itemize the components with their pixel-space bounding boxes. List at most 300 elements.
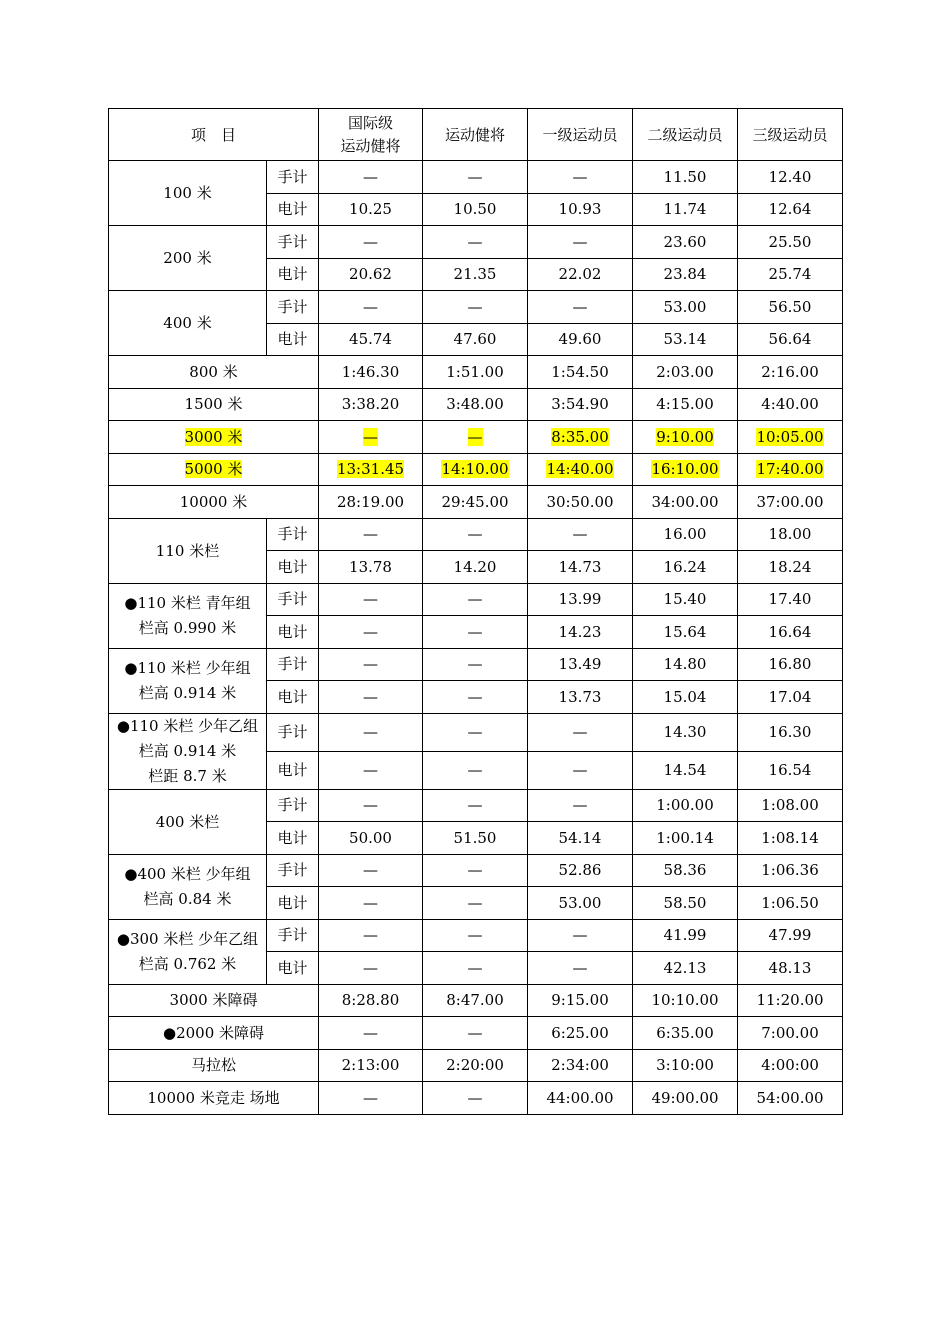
value-text: — — [363, 232, 379, 251]
value-cell — [633, 1017, 738, 1050]
value-text: — — [363, 622, 379, 641]
event-name: 10000 米竞走 场地 — [147, 1088, 280, 1107]
event-name-cell — [109, 356, 319, 389]
value-text: — — [363, 958, 379, 977]
value-cell — [738, 751, 843, 789]
value-text: 53.14 — [663, 330, 707, 349]
value-text: — — [467, 622, 483, 641]
value-cell — [528, 854, 633, 887]
table-row — [109, 356, 843, 389]
value-cell — [528, 551, 633, 584]
value-cell — [423, 258, 528, 291]
value-cell — [633, 681, 738, 714]
value-text: 2:13:00 — [341, 1056, 400, 1075]
value-cell — [423, 1049, 528, 1082]
value-cell — [319, 887, 423, 920]
value-cell — [423, 486, 528, 519]
event-name-cell — [109, 789, 267, 854]
value-cell — [528, 616, 633, 649]
value-cell — [319, 161, 423, 194]
value-cell — [319, 453, 423, 486]
table-row — [109, 789, 843, 822]
value-cell — [423, 854, 528, 887]
level-header-line: 运动健将 — [340, 136, 401, 155]
value-cell — [528, 984, 633, 1017]
event-name: 3000 米障碍 — [169, 991, 258, 1010]
value-text: 4:00:00 — [761, 1056, 819, 1075]
value-text: 10:05.00 — [756, 427, 824, 446]
value-cell — [528, 518, 633, 551]
timing-electronic-label: 电计 — [267, 616, 319, 649]
level-header-line: 国际级 — [348, 113, 394, 132]
value-cell — [528, 1049, 633, 1082]
value-text: 16.54 — [768, 761, 812, 779]
value-cell — [423, 421, 528, 454]
value-text: 58.36 — [663, 861, 707, 880]
value-cell — [633, 854, 738, 887]
timing-hand-label: 手计 — [267, 161, 319, 194]
value-cell — [738, 919, 843, 952]
value-text: 1:06.50 — [761, 893, 819, 912]
value-text: — — [467, 861, 483, 880]
value-text: 3:48.00 — [446, 395, 504, 414]
table-row — [109, 648, 843, 681]
value-text: 10.93 — [558, 200, 602, 219]
value-text: 15.04 — [663, 687, 707, 706]
value-cell — [738, 486, 843, 519]
value-text: 11.50 — [663, 167, 707, 186]
value-cell — [738, 854, 843, 887]
value-cell — [738, 518, 843, 551]
timing-hand-label: 手计 — [267, 583, 319, 616]
value-text: 1:08.00 — [761, 796, 819, 815]
event-name-line: 栏高 0.762 米 — [138, 954, 237, 973]
value-cell — [423, 551, 528, 584]
value-text: 14.80 — [663, 655, 707, 674]
value-cell — [738, 1082, 843, 1115]
value-cell — [633, 161, 738, 194]
event-name-cell — [109, 1049, 319, 1082]
value-text: 10.50 — [453, 200, 497, 219]
event-name-cell — [109, 161, 267, 226]
value-cell — [528, 161, 633, 194]
value-text: — — [363, 796, 379, 815]
value-text: 22.02 — [558, 265, 602, 284]
value-text: 6:35.00 — [656, 1023, 714, 1042]
value-cell — [423, 453, 528, 486]
value-text: 13.99 — [558, 590, 602, 609]
value-text: 16.64 — [768, 622, 812, 641]
timing-hand-label: 手计 — [267, 713, 319, 751]
value-cell — [423, 713, 528, 751]
value-text: — — [467, 167, 483, 186]
value-text: 10.25 — [349, 200, 392, 219]
value-cell — [528, 583, 633, 616]
value-text: 50.00 — [349, 828, 392, 847]
level-header-master: 运动健将 — [423, 109, 528, 161]
value-text: 54:00.00 — [756, 1088, 824, 1107]
timing-hand-label: 手计 — [267, 518, 319, 551]
value-text: 7:00.00 — [761, 1023, 819, 1042]
timing-hand-label: 手计 — [267, 919, 319, 952]
value-cell — [738, 193, 843, 226]
value-cell — [423, 616, 528, 649]
value-cell — [423, 952, 528, 985]
header-row — [109, 109, 843, 161]
value-text: — — [467, 655, 483, 674]
value-text: 29:45.00 — [441, 492, 509, 511]
value-cell — [738, 551, 843, 584]
event-name-cell — [109, 518, 267, 583]
value-cell — [423, 887, 528, 920]
value-cell — [319, 713, 423, 751]
table-row — [109, 1049, 843, 1082]
event-name-cell — [109, 713, 267, 789]
value-cell — [528, 226, 633, 259]
value-cell — [319, 388, 423, 421]
value-text: 11:20.00 — [756, 991, 824, 1010]
value-cell — [528, 713, 633, 751]
table-row — [109, 518, 843, 551]
value-text: — — [363, 761, 379, 779]
timing-electronic-label: 电计 — [267, 681, 319, 714]
value-cell — [633, 984, 738, 1017]
value-cell — [528, 751, 633, 789]
value-text: 17.04 — [768, 687, 812, 706]
value-text: — — [363, 655, 379, 674]
value-cell — [738, 583, 843, 616]
value-cell — [528, 1017, 633, 1050]
value-cell — [319, 751, 423, 789]
value-text: 4:40.00 — [761, 395, 819, 414]
table-row — [109, 421, 843, 454]
value-cell — [528, 789, 633, 822]
timing-electronic-label: 电计 — [267, 551, 319, 584]
value-cell — [633, 388, 738, 421]
value-cell — [528, 291, 633, 324]
event-name-line: ●400 米栏 少年组 — [124, 864, 251, 883]
value-cell — [633, 1049, 738, 1082]
value-text: 52.86 — [558, 861, 602, 880]
value-cell — [633, 226, 738, 259]
value-cell — [319, 583, 423, 616]
value-cell — [319, 356, 423, 389]
value-text: — — [467, 427, 483, 446]
value-text: 49.60 — [558, 330, 602, 349]
value-text: 18.24 — [768, 557, 812, 576]
value-cell — [633, 551, 738, 584]
value-cell — [423, 648, 528, 681]
event-name: 1500 米 — [184, 395, 243, 414]
value-cell — [633, 583, 738, 616]
value-cell — [633, 421, 738, 454]
value-cell — [738, 388, 843, 421]
event-name-cell — [109, 388, 319, 421]
value-text: — — [363, 687, 379, 706]
value-cell — [319, 1017, 423, 1050]
value-text: 47.60 — [453, 330, 497, 349]
value-text: 56.50 — [768, 297, 812, 316]
value-cell — [528, 681, 633, 714]
value-cell — [319, 291, 423, 324]
value-text: — — [572, 723, 588, 741]
value-cell — [738, 323, 843, 356]
event-name: 10000 米 — [179, 492, 248, 511]
value-text: 8:47.00 — [446, 991, 504, 1010]
table-row — [109, 984, 843, 1017]
value-text: — — [572, 761, 588, 779]
value-text: — — [467, 761, 483, 779]
value-text: 45.74 — [349, 330, 392, 349]
value-cell — [528, 648, 633, 681]
value-cell — [528, 421, 633, 454]
value-cell — [633, 518, 738, 551]
value-cell — [319, 323, 423, 356]
value-text: 14.30 — [663, 723, 707, 741]
value-cell — [738, 648, 843, 681]
value-text: 16.00 — [663, 525, 707, 544]
value-text: 1:51.00 — [446, 362, 504, 381]
value-text: 3:10:00 — [656, 1056, 714, 1075]
value-cell — [528, 919, 633, 952]
value-cell — [633, 822, 738, 855]
event-name-cell — [109, 919, 267, 984]
value-cell — [319, 551, 423, 584]
event-name-cell — [109, 984, 319, 1017]
event-name-cell — [109, 1082, 319, 1115]
value-text: 13.49 — [558, 655, 602, 674]
value-text: 30:50.00 — [546, 492, 614, 511]
value-text: 9:15.00 — [551, 991, 609, 1010]
level-header-international — [319, 109, 423, 161]
value-text: 17:40.00 — [756, 460, 824, 479]
value-cell — [528, 486, 633, 519]
value-text: — — [572, 167, 588, 186]
value-text: 12.40 — [768, 167, 812, 186]
event-name: 5000 米 — [184, 460, 243, 479]
value-text: — — [467, 796, 483, 815]
value-text: — — [363, 525, 379, 544]
event-name-cell — [109, 453, 319, 486]
value-text: — — [363, 297, 379, 316]
value-cell — [423, 161, 528, 194]
event-name: 110 米栏 — [155, 541, 220, 560]
value-text: — — [467, 590, 483, 609]
value-text: 1:00.14 — [656, 828, 714, 847]
value-text: 42.13 — [663, 958, 707, 977]
value-cell — [738, 258, 843, 291]
value-cell — [528, 887, 633, 920]
value-cell — [423, 1082, 528, 1115]
value-cell — [319, 952, 423, 985]
value-text: 53.00 — [663, 297, 707, 316]
value-text: 3:38.20 — [341, 395, 400, 414]
timing-electronic-label: 电计 — [267, 952, 319, 985]
timing-hand-label: 手计 — [267, 226, 319, 259]
value-text: — — [363, 861, 379, 880]
value-text: 49:00.00 — [651, 1088, 719, 1107]
value-text: 14:40.00 — [546, 460, 614, 479]
value-cell — [738, 291, 843, 324]
value-text: 17.40 — [768, 590, 812, 609]
value-cell — [423, 226, 528, 259]
value-cell — [423, 789, 528, 822]
value-cell — [633, 291, 738, 324]
value-cell — [528, 822, 633, 855]
value-text: 1:00.00 — [656, 796, 714, 815]
timing-hand-label: 手计 — [267, 648, 319, 681]
value-text: — — [467, 723, 483, 741]
value-cell — [633, 356, 738, 389]
value-text: 9:10.00 — [656, 427, 714, 446]
value-text: — — [363, 893, 379, 912]
value-cell — [633, 887, 738, 920]
event-name: 3000 米 — [184, 427, 243, 446]
value-cell — [738, 1017, 843, 1050]
value-text: 2:16.00 — [761, 362, 819, 381]
value-text: — — [467, 926, 483, 945]
value-text: — — [363, 1023, 379, 1042]
value-text: 20.62 — [349, 265, 392, 284]
value-cell — [738, 161, 843, 194]
timing-electronic-label: 电计 — [267, 822, 319, 855]
value-text: 11.74 — [663, 200, 707, 219]
value-cell — [738, 681, 843, 714]
value-cell — [633, 789, 738, 822]
value-text: 15.40 — [663, 590, 707, 609]
value-text: — — [467, 958, 483, 977]
value-text: 8:28.80 — [341, 991, 400, 1010]
value-text: — — [572, 525, 588, 544]
value-text: — — [467, 232, 483, 251]
table-body — [109, 109, 843, 1115]
event-name-line: 栏高 0.914 米 — [138, 683, 237, 702]
value-text: 44:00.00 — [546, 1088, 614, 1107]
value-text: — — [363, 427, 379, 446]
value-cell — [738, 226, 843, 259]
value-text: 51.50 — [453, 828, 497, 847]
value-text: 16.24 — [663, 557, 707, 576]
value-text: 15.64 — [663, 622, 707, 641]
value-text: 1:54.50 — [551, 362, 609, 381]
value-text: 25.74 — [768, 265, 812, 284]
table-row — [109, 226, 843, 259]
value-text: — — [363, 926, 379, 945]
value-cell — [423, 388, 528, 421]
value-cell — [528, 1082, 633, 1115]
value-text: — — [572, 297, 588, 316]
value-text: 23.60 — [663, 232, 707, 251]
timing-electronic-label: 电计 — [267, 193, 319, 226]
event-name-cell — [109, 583, 267, 648]
value-cell — [319, 789, 423, 822]
value-cell — [633, 323, 738, 356]
value-cell — [423, 583, 528, 616]
value-cell — [633, 919, 738, 952]
value-cell — [633, 453, 738, 486]
athletics-standards-table — [108, 108, 843, 1115]
timing-hand-label: 手计 — [267, 854, 319, 887]
value-text: 1:08.14 — [761, 828, 819, 847]
value-cell — [423, 822, 528, 855]
table-row — [109, 1082, 843, 1115]
value-cell — [528, 258, 633, 291]
timing-electronic-label: 电计 — [267, 258, 319, 291]
value-cell — [528, 323, 633, 356]
value-cell — [633, 751, 738, 789]
value-cell — [738, 887, 843, 920]
value-text: 14.20 — [453, 557, 497, 576]
event-name-line: 栏高 0.914 米 — [138, 741, 237, 760]
value-text: 16:10.00 — [651, 460, 719, 479]
event-name-cell — [109, 226, 267, 291]
value-cell — [528, 388, 633, 421]
event-name: 400 米 — [163, 314, 212, 332]
value-text: 8:35.00 — [551, 427, 609, 446]
value-text: 1:46.30 — [341, 362, 400, 381]
table-row — [109, 486, 843, 519]
value-cell — [528, 356, 633, 389]
value-cell — [528, 453, 633, 486]
timing-electronic-label: 电计 — [267, 751, 319, 789]
value-cell — [319, 616, 423, 649]
event-name: ●2000 米障碍 — [162, 1023, 265, 1042]
timing-hand-label: 手计 — [267, 789, 319, 822]
table-row — [109, 713, 843, 751]
value-cell — [738, 789, 843, 822]
value-cell — [738, 822, 843, 855]
event-name: 400 米栏 — [155, 812, 220, 831]
value-text: 13.73 — [558, 687, 602, 706]
table-row — [109, 583, 843, 616]
value-cell — [528, 193, 633, 226]
value-text: 10:10.00 — [651, 991, 719, 1010]
value-cell — [423, 751, 528, 789]
event-name: 马拉松 — [191, 1056, 237, 1075]
value-text: 48.13 — [768, 958, 812, 977]
event-name-line: 栏高 0.84 米 — [143, 889, 232, 908]
value-cell — [319, 226, 423, 259]
value-text: — — [467, 687, 483, 706]
value-cell — [319, 1082, 423, 1115]
value-cell — [738, 713, 843, 751]
event-name-cell — [109, 1017, 319, 1050]
value-text: 14.54 — [663, 761, 707, 779]
value-text: 14.73 — [558, 557, 602, 576]
value-text: — — [467, 525, 483, 544]
value-cell — [319, 518, 423, 551]
value-text: 53.00 — [558, 893, 602, 912]
value-text: 1:06.36 — [761, 861, 819, 880]
value-text: 14.23 — [558, 622, 602, 641]
value-text: 41.99 — [663, 926, 707, 945]
event-name-cell — [109, 854, 267, 919]
value-cell — [319, 486, 423, 519]
value-text: — — [467, 1023, 483, 1042]
value-cell — [319, 822, 423, 855]
value-cell — [319, 984, 423, 1017]
value-text: 2:34:00 — [551, 1056, 609, 1075]
value-text: 4:15.00 — [656, 395, 714, 414]
event-name: 800 米 — [189, 362, 238, 381]
table-row — [109, 453, 843, 486]
value-cell — [423, 919, 528, 952]
value-text: — — [467, 297, 483, 316]
value-text: — — [572, 926, 588, 945]
value-text: — — [572, 796, 588, 815]
value-cell — [738, 453, 843, 486]
value-cell — [423, 681, 528, 714]
